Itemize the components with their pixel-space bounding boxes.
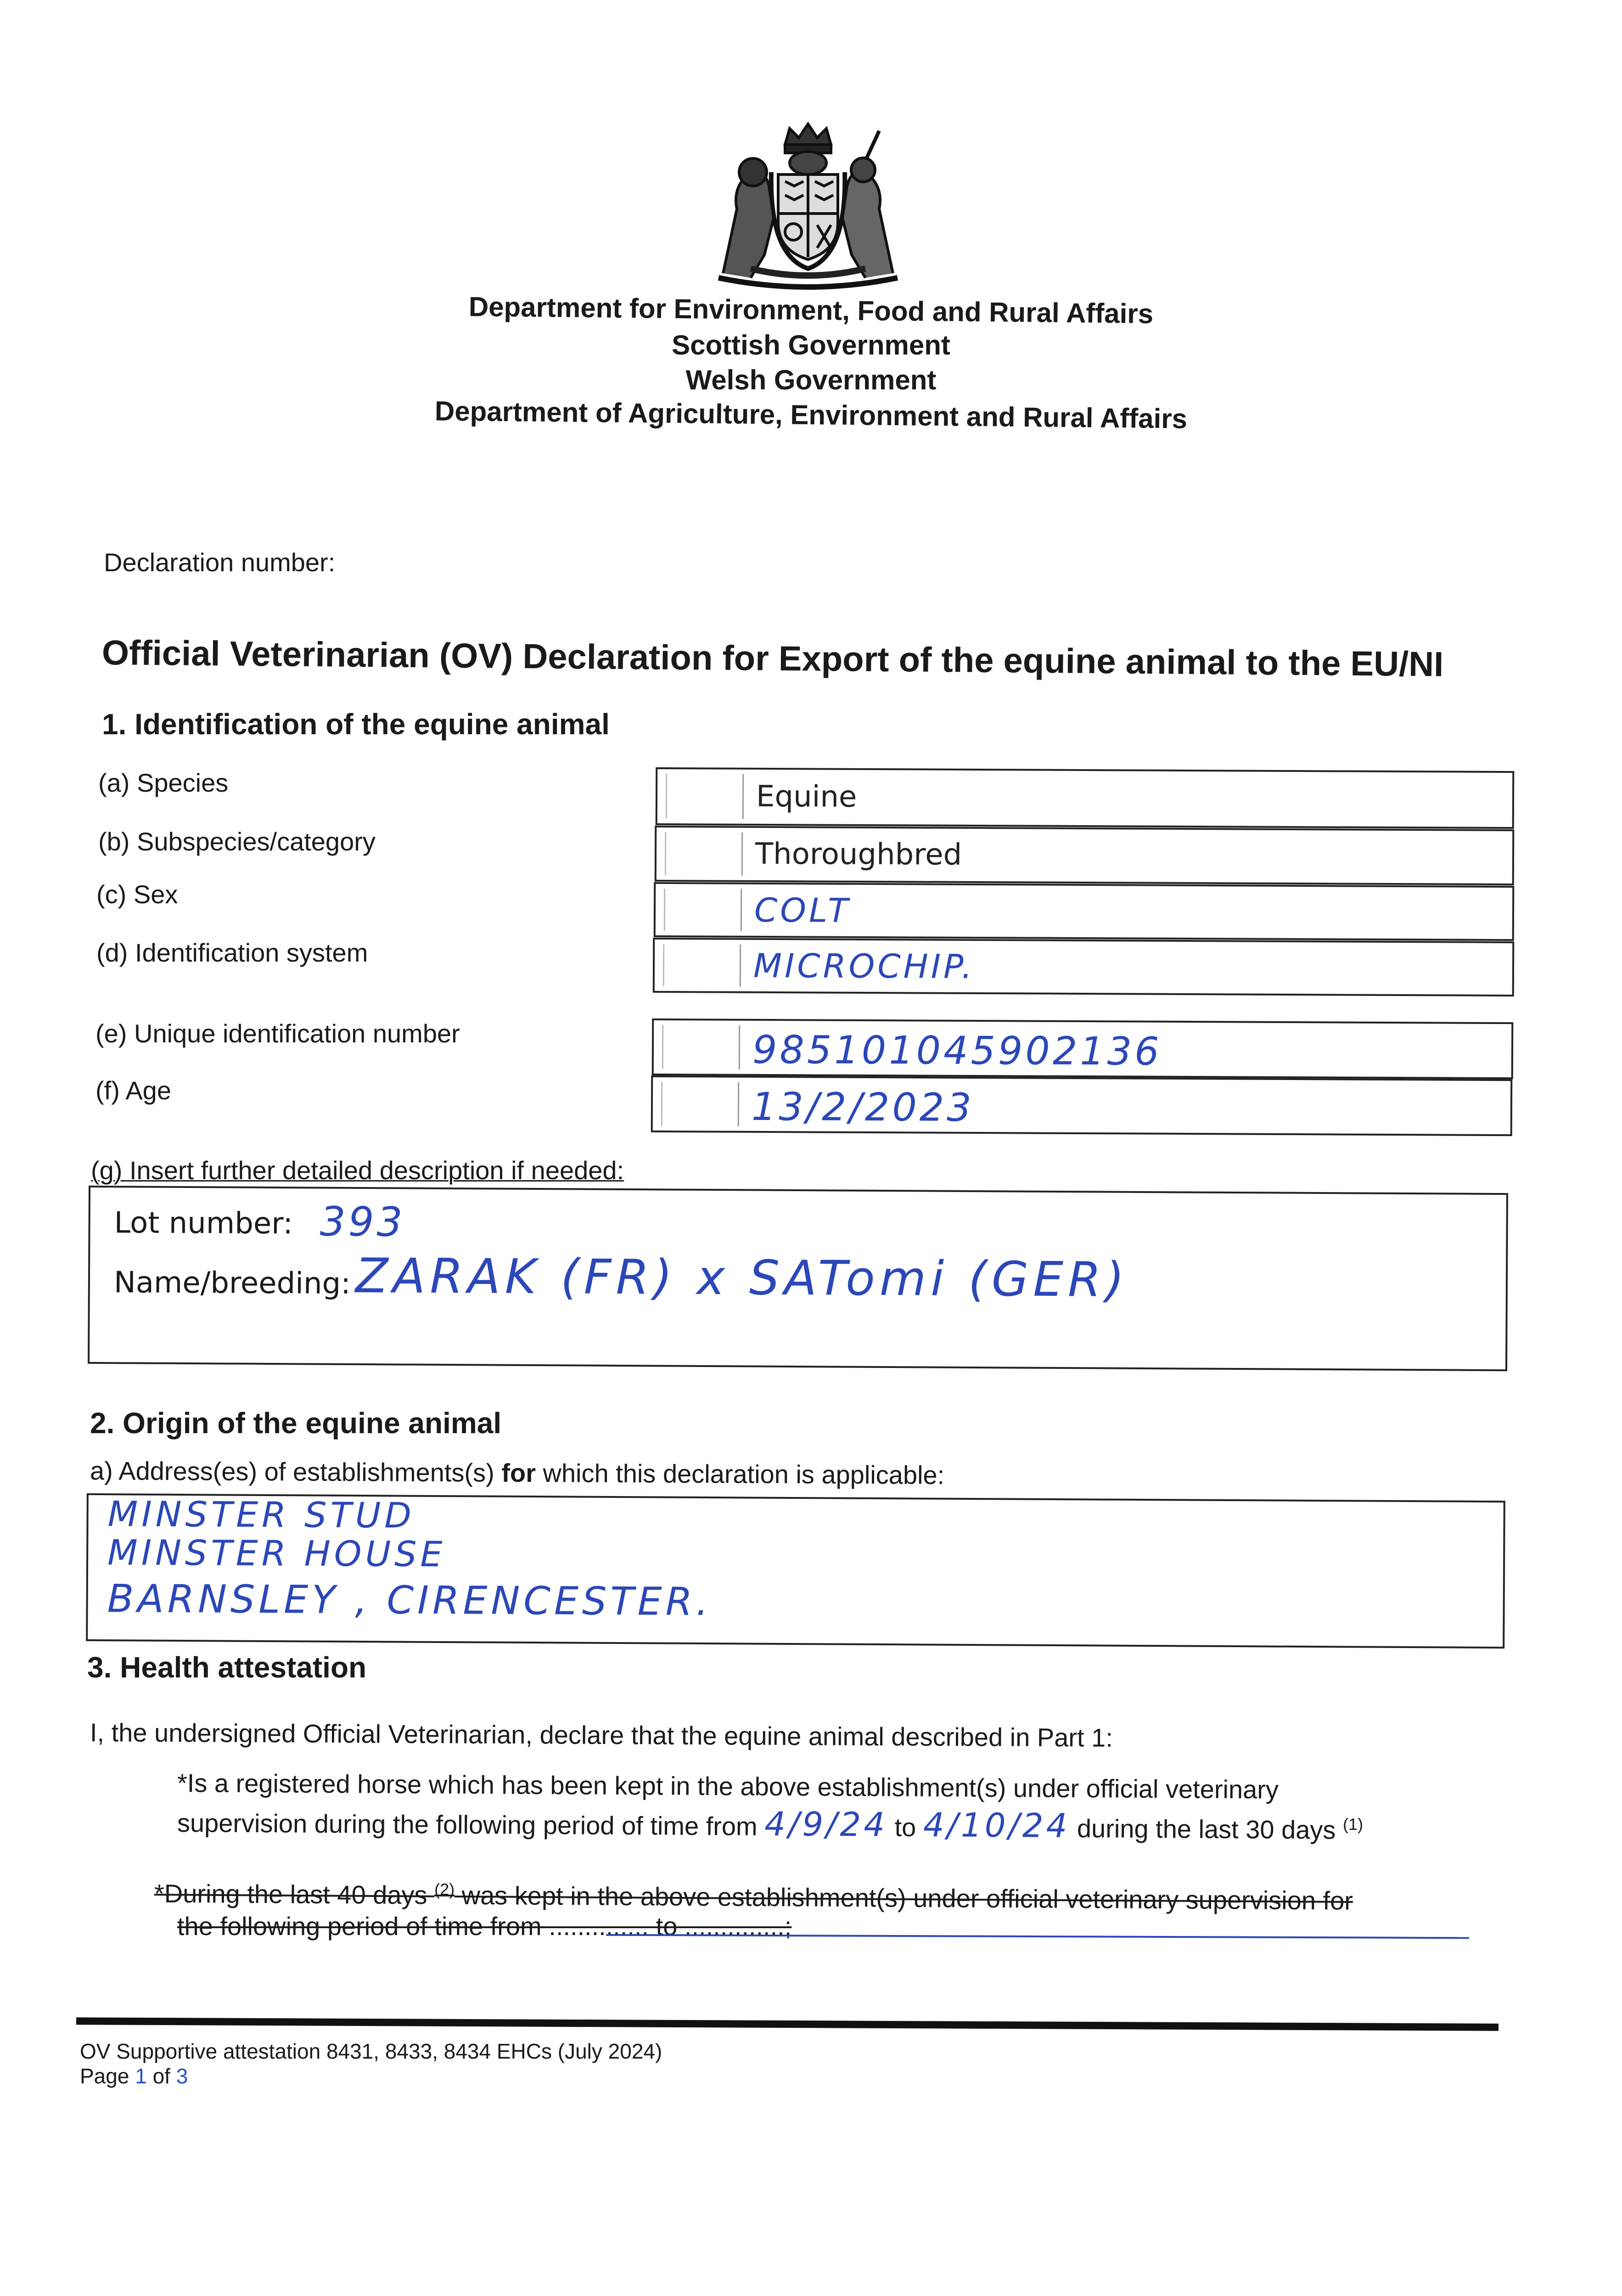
lot-number-value: 393 <box>320 1198 405 1246</box>
health-para1-line1: *Is a registered horse which has been kept in the above establishment(s) under official veterinary <box>177 1768 1279 1804</box>
address-line-2: MINSTER HOUSE <box>107 1532 446 1575</box>
identification-system-label: (d) Identification system <box>96 938 368 967</box>
page-indicator: Page 1 of 3 <box>80 2064 188 2088</box>
identification-system-field[interactable] <box>653 938 1515 996</box>
department-scottish-government: Scottish Government <box>672 330 950 360</box>
lot-number-label: Lot number: <box>114 1206 293 1241</box>
unique-id-value: 985101045902136 <box>752 1027 1162 1074</box>
health-para2-line2: the following period of time from .............. to ..............; <box>177 1912 792 1941</box>
department-daera: Department of Agriculture, Environment and Rural Affairs <box>434 395 1188 434</box>
section-3-heading: 3. Health attestation <box>87 1651 367 1684</box>
subspecies-value: Thoroughbred <box>755 837 962 872</box>
establishment-address-label: a) Address(es) of establishments(s) for which this declaration is applicable: <box>90 1456 945 1490</box>
health-para1-line2: supervision during the following period of time from 4/9/24 to 4/10/24 during the last 30 days $^{(1)}$ <box>177 1804 1364 1845</box>
unique-id-field[interactable] <box>652 1019 1514 1079</box>
name-breeding-label: Name/breeding: <box>113 1266 351 1301</box>
name-breeding-value: ZARAK (FR) x SATomi (GER) <box>355 1247 1129 1308</box>
department-welsh-government: Welsh Government <box>685 365 937 395</box>
royal-coat-of-arms-icon <box>709 117 907 292</box>
address-line-1: MINSTER STUD <box>107 1493 415 1536</box>
declaration-number-label: Declaration number: <box>104 548 336 577</box>
department-defra: Department for Environment, Food and Rural Affairs <box>468 291 1154 329</box>
species-field[interactable] <box>656 767 1515 829</box>
identification-system-value: MICROCHIP. <box>753 946 975 986</box>
subspecies-label: (b) Subspecies/category <box>98 827 376 856</box>
subspecies-field[interactable] <box>655 826 1515 885</box>
species-value: Equine <box>756 779 857 814</box>
age-field[interactable] <box>651 1075 1513 1136</box>
sex-value: COLT <box>754 890 851 930</box>
date-from-value: 4/9/24 <box>764 1804 888 1844</box>
further-description-label: (g) Insert further detailed description if needed: <box>91 1156 624 1185</box>
address-line-3: BARNSLEY , CIRENCESTER. <box>107 1576 713 1625</box>
establishment-address-box[interactable] <box>86 1493 1505 1649</box>
sex-label: (c) Sex <box>96 880 178 909</box>
unique-id-label: (e) Unique identification number <box>95 1019 460 1048</box>
sex-field[interactable] <box>654 882 1515 941</box>
date-to-value: 4/10/24 <box>923 1805 1070 1845</box>
footer-rule <box>76 2017 1499 2031</box>
health-intro: I, the undersigned Official Veterinarian, declare that the equine animal described in Part 1: <box>90 1718 1113 1752</box>
page-title: Official Veterinarian (OV) Declaration for Export of the equine animal to the EU/NI <box>101 633 1444 684</box>
section-1-heading: 1. Identification of the equine animal <box>102 708 610 741</box>
footer-reference: OV Supportive attestation 8431, 8433, 8434 EHCs (July 2024) <box>80 2039 662 2063</box>
health-para2-line1: *During the last 40 days $^{(2)}$ was kept in the above establishment(s) under official veterinary supervision for <box>154 1879 1353 1915</box>
species-label: (a) Species <box>98 768 229 797</box>
section-2-heading: 2. Origin of the equine animal <box>90 1407 502 1440</box>
age-value: 13/2/2023 <box>751 1084 974 1130</box>
further-description-box[interactable] <box>88 1186 1508 1371</box>
age-label: (f) Age <box>95 1076 171 1105</box>
